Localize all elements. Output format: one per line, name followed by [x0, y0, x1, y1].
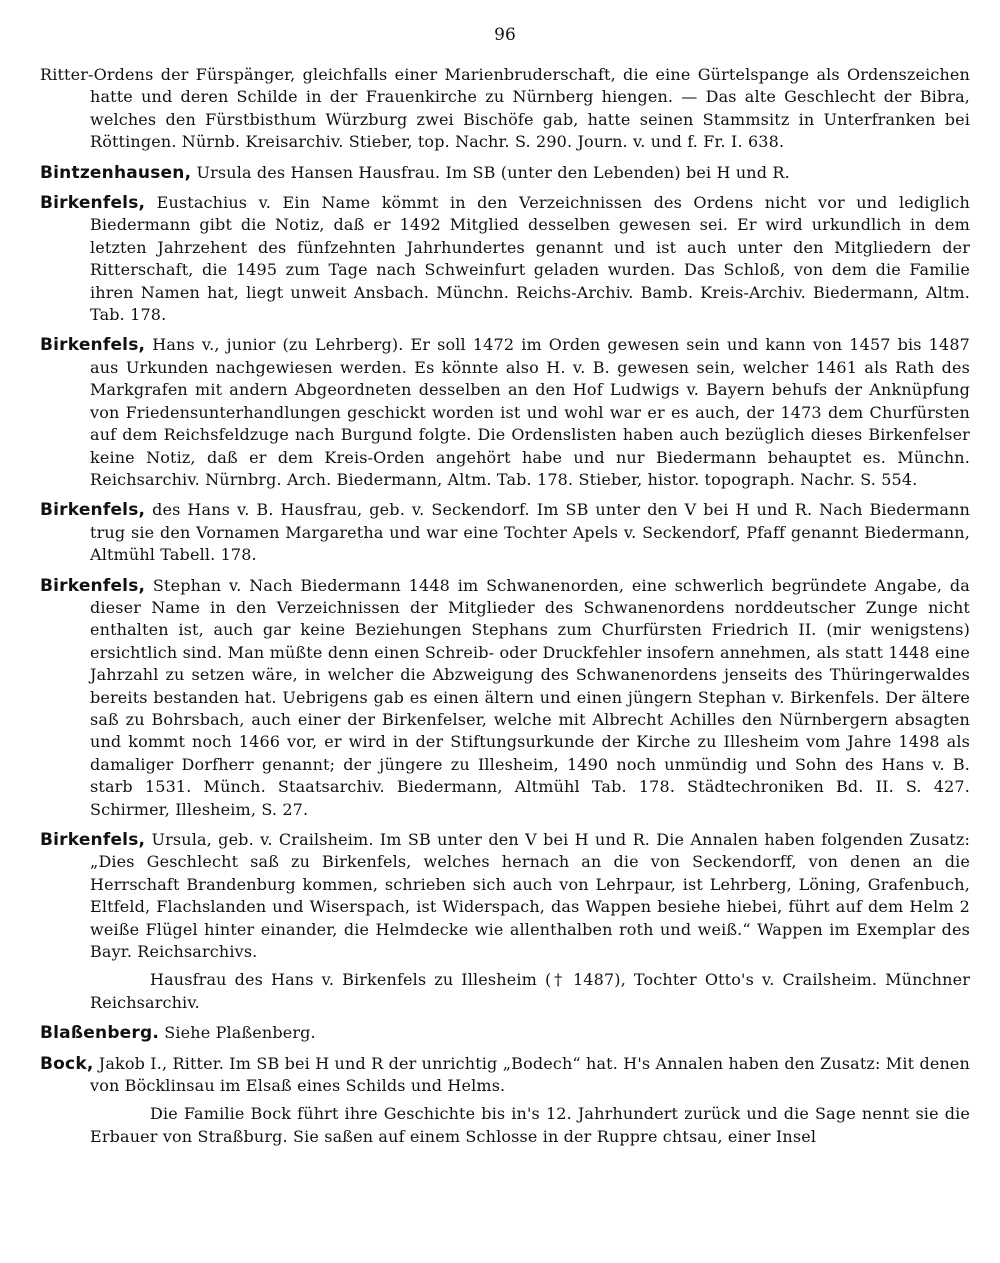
entry-bock-jakob	[40, 1053, 970, 1149]
entry-text: Ursula des Hansen Hausfrau. Im SB (unter den Lebenden) bei H und R.	[191, 162, 790, 182]
entry-text: Jakob I., Ritter. Im SB bei H und R der unrichtig „Bodech“ hat. H's Annalen haben den Zusatz: Mit denen von Böcklinsau im Elsaß eines Schilds und Helms.	[90, 1053, 970, 1096]
entry-heading: Birkenfels,	[40, 335, 146, 356]
entry-birkenfels-hans	[40, 334, 970, 491]
entry-heading: Birkenfels,	[40, 193, 146, 214]
entry-birkenfels-ursula	[40, 829, 970, 1014]
entry-text: Ritter-Ordens der Fürspänger, gleichfalls einer Marienbruderschaft, die eine Gürtelspange als Ordenszeichen hatte und deren Schilde in der Frauenkirche zu Nürnberg hiengen. — Das alte Geschlecht der Bibra, welches den Fürstbisthum Würzburg zwei Bischöfe gab, hatte seinen Stammsitz in Unterfranken bei Röttingen. Nürnb. Kreisarchiv. Stieber, top. Nachr. S. 290. Journ. v. und f. Fr. I. 638.	[40, 65, 970, 152]
entry-text: Siehe Plaßenberg.	[159, 1023, 316, 1043]
entry-birkenfels-eustachius	[40, 192, 970, 326]
entry-heading: Birkenfels,	[40, 830, 146, 850]
entry-subparagraph: Hausfrau des Hans v. Birkenfels zu Illesheim († 1487), Tochter Otto's v. Crailsheim. Münchner Reichsarchiv.	[90, 970, 970, 1012]
entry-bintzenhausen	[40, 162, 970, 184]
entry-heading: Birkenfels,	[40, 500, 146, 521]
entry-text: Eustachius v. Ein Name kömmt in den Verzeichnissen des Ordens nicht vor und lediglich Biedermann gibt die Notiz, daß er 1492 Mitglied desselben gewesen sei. Er wird urkundlich in dem letzten Jahrzehent des fünfzehnten Jahrhundertes genannt und ist auch unter den Mitgliedern der Ritterschaft, die 1495 zum Tage nach Schweinfurt geladen wurden. Das Schloß, von dem die Familie ihren Namen hat, liegt unweit Ansbach. Münchn. Reichs-Archiv. Bamb. Kreis-Archiv. Biedermann, Altm. Tab. 178.	[90, 193, 970, 325]
entry-heading: Birkenfels,	[40, 575, 146, 596]
entry-heading: Bock,	[40, 1053, 94, 1074]
entry-text: Stephan v. Nach Biedermann 1448 im Schwanenorden, eine schwerlich begründete Angabe, da dieser Name in den Verzeichnissen der Mitglieder des Schwanenordens norddeutscher Zunge nicht enthalten ist, auch gar keine Beziehungen Stephans zum Churfürsten Friedrich II. (mir wenigstens) ersichtlich sind. Man müßte denn einen Schreib- oder Druckfehler insofern annehmen, als statt 1448 eine Jahrzahl zu setzen wäre, in welcher die Abzweigung des Schwanenordens jenseits des Thüringerwaldes bereits bestanden hat. Uebrigens gab es einen ältern und einen jüngern Stephan v. Birkenfels. Der ältere saß zu Bohrsbach, auch einer der Birkenfelser, welche mit Albrecht Achilles den Nürnbergern absagten und kommt noch 1466 vor, er wird in der Stiftungsurkunde der Kirche zu Illesheim vom Jahre 1498 als damaliger Dorfherr genannt; der jüngere zu Illesheim, 1490 noch unmündig und Sohn des Hans v. B. starb 1531. Münch. Staatsarchiv. Biedermann, Altmühl Tab. 178. Städtechroniken Bd. II. S. 427. Schirmer, Illesheim, S. 27.	[90, 575, 970, 819]
entry-text: Hans v., junior (zu Lehrberg). Er soll 1472 im Orden gewesen sein und kann von 1457 bis 1487 aus Urkunden nachgewiesen werden. Es könnte also H. v. B. gewesen sein, welcher 1461 als Rath des Markgrafen mit andern Abgeordneten desselben an den Hof Ludwigs v. Bayern behufs der Anknüpfung von Friedensunterhandlungen geschickt worden ist und wohl war er es auch, der 1473 dem Churfürsten auf dem Reichsfeldzuge nach Burgund folgte. Die Ordenslisten haben auch bezüglich dieses Birkenfelser keine Notiz, daß er dem Kreis-Orden angehört habe und nur Biedermann behauptet es. Münchn. Reichsarchiv. Nürnbrg. Arch. Biedermann, Altm. Tab. 178. Stieber, histor. topograph. Nachr. S. 554.	[90, 335, 970, 489]
entry-subparagraph: Die Familie Bock führt ihre Geschichte bis in's 12. Jahrhundert zurück und die Sage nennt sie die Erbauer von Straßburg. Sie saßen auf einem Schlosse in der Ruppre chtsau, einer Insel	[90, 1104, 970, 1146]
entry-continuation	[40, 64, 970, 154]
entry-blassenberg	[40, 1022, 970, 1044]
entry-heading: Blaßenberg.	[40, 1023, 160, 1044]
entry-birkenfels-stephan	[40, 575, 970, 821]
entry-text: des Hans v. B. Hausfrau, geb. v. Seckendorf. Im SB unter den V bei H und R. Nach Biedermann trug sie den Vornamen Margaretha und war eine Tochter Apels v. Seckendorf, Pfaff genannt Biedermann, Altmühl Tabell. 178.	[90, 500, 970, 565]
entry-text: Ursula, geb. v. Crailsheim. Im SB unter den V bei H und R. Die Annalen haben folgenden Zusatz: „Dies Geschlecht saß zu Birkenfels, welches hernach an die von Seckendorff, von denen an die Herrschaft Brandenburg kommen, schrieben sich auch von Lehrpaur, ist Lehrberg, Löning, Grafenbuch, Eltfeld, Flachslanden und Wiserspach, ist Widerspach, das Wappen besiehe hiebei, führt auf dem Helm 2 weiße Flügel hinter einander, die Helmdecke wie allenthalben roth und weiß.“ Wappen im Exemplar des Bayr. Reichsarchivs.	[90, 830, 970, 962]
entry-heading: Bintzenhausen,	[40, 162, 192, 183]
entry-birkenfels-hausfrau	[40, 499, 970, 566]
page-number: 96	[494, 25, 516, 45]
